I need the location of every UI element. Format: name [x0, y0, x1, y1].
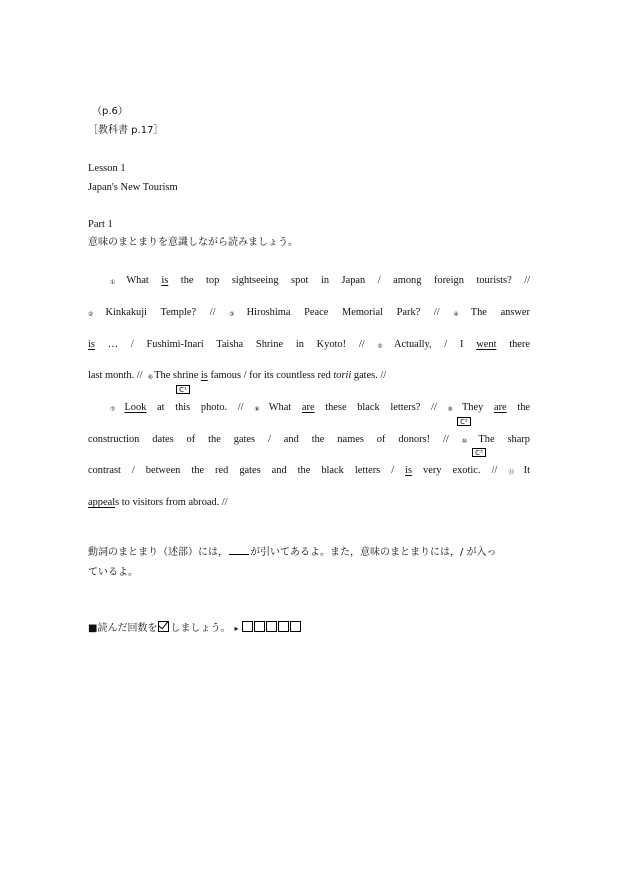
passage-line-3: is … / Fushimi-Inari Taisha Shrine in Kyoto! // ⑤Actually, / I went there	[88, 339, 530, 350]
predicate-underline: is	[161, 275, 169, 286]
sentence-number: ⑥	[147, 375, 154, 381]
predicate-underline: is	[200, 370, 208, 381]
reading-checkbox[interactable]	[278, 621, 289, 632]
passage-line-8: appeals to visitors from abroad. //	[88, 497, 228, 508]
sentence-number: ⑦	[110, 407, 124, 413]
sentence-number: ③	[229, 312, 246, 318]
predicate-underline: is	[88, 339, 95, 350]
complement-label: C²	[457, 417, 471, 426]
complement-label: C¹	[176, 385, 190, 394]
underline-sample	[229, 545, 249, 555]
note-line-2: ているよ。	[88, 567, 138, 578]
arrow-icon: ▸	[234, 624, 239, 633]
sentence-number: ⑤	[377, 344, 393, 350]
reading-checkbox[interactable]	[290, 621, 301, 632]
complement-label: C³	[472, 448, 486, 457]
sentence-number: ②	[88, 312, 105, 318]
reading-count-boxes	[242, 621, 302, 636]
reading-instruction: 意味のまとまりを意識しながら読みましょう。	[88, 237, 298, 248]
lesson-title: Japan's New Tourism	[88, 182, 178, 193]
predicate-underline: are	[493, 402, 507, 413]
passage-line-5: ⑦Look at this photo. // ⑧What are these black letters? // ⑨They are the	[110, 402, 531, 413]
checkmark-icon	[158, 621, 169, 632]
passage-line-2: ②Kinkakuji Temple? // ③Hiroshima Peace Memorial Park? // ④The answer	[88, 307, 530, 318]
sentence-number: ①	[110, 280, 126, 286]
predicate-underline: appeal	[88, 497, 116, 508]
page-reference: （p.6）	[92, 106, 128, 117]
sentence-number: ⑨	[447, 407, 461, 413]
predicate-underline: is	[405, 465, 413, 476]
torii-word: torii	[333, 370, 352, 381]
sentence-number: ⑩	[461, 439, 478, 445]
predicate-underline: went	[476, 339, 497, 350]
passage-line-6: construction dates of the gates / and the names of donors! // ⑩The sharp	[88, 434, 530, 445]
predicate-underline: are	[301, 402, 315, 413]
sentence-number: ⑧	[254, 407, 268, 413]
reading-checkbox[interactable]	[242, 621, 253, 632]
passage-line-4: last month. // ⑥The shrine is famous / for its countless red torii gates. //	[88, 370, 387, 381]
lesson-number: Lesson 1	[88, 163, 126, 174]
reading-count-row: ■読んだ回数を しましょう。 ▸	[88, 621, 302, 636]
reading-checkbox[interactable]	[266, 621, 277, 632]
part-heading: Part 1	[88, 219, 113, 230]
passage-line-1: ①What is the top sightseeing spot in Japan / among foreign tourists? //	[110, 275, 530, 286]
sentence-number: ④	[453, 312, 470, 318]
passage-line-7: contrast / between the red gates and the black letters / is very exotic. // ⑪It	[88, 465, 530, 476]
predicate-underline: Look	[124, 402, 147, 413]
reading-checkbox[interactable]	[254, 621, 265, 632]
note-line-1: 動詞のまとまり（述部）には， が引いてあるよ。また，意味のまとまりには，/ が入っ	[88, 547, 497, 558]
textbook-reference: ［教科書 p.17］	[88, 125, 164, 136]
sentence-number: ⑪	[508, 470, 523, 476]
